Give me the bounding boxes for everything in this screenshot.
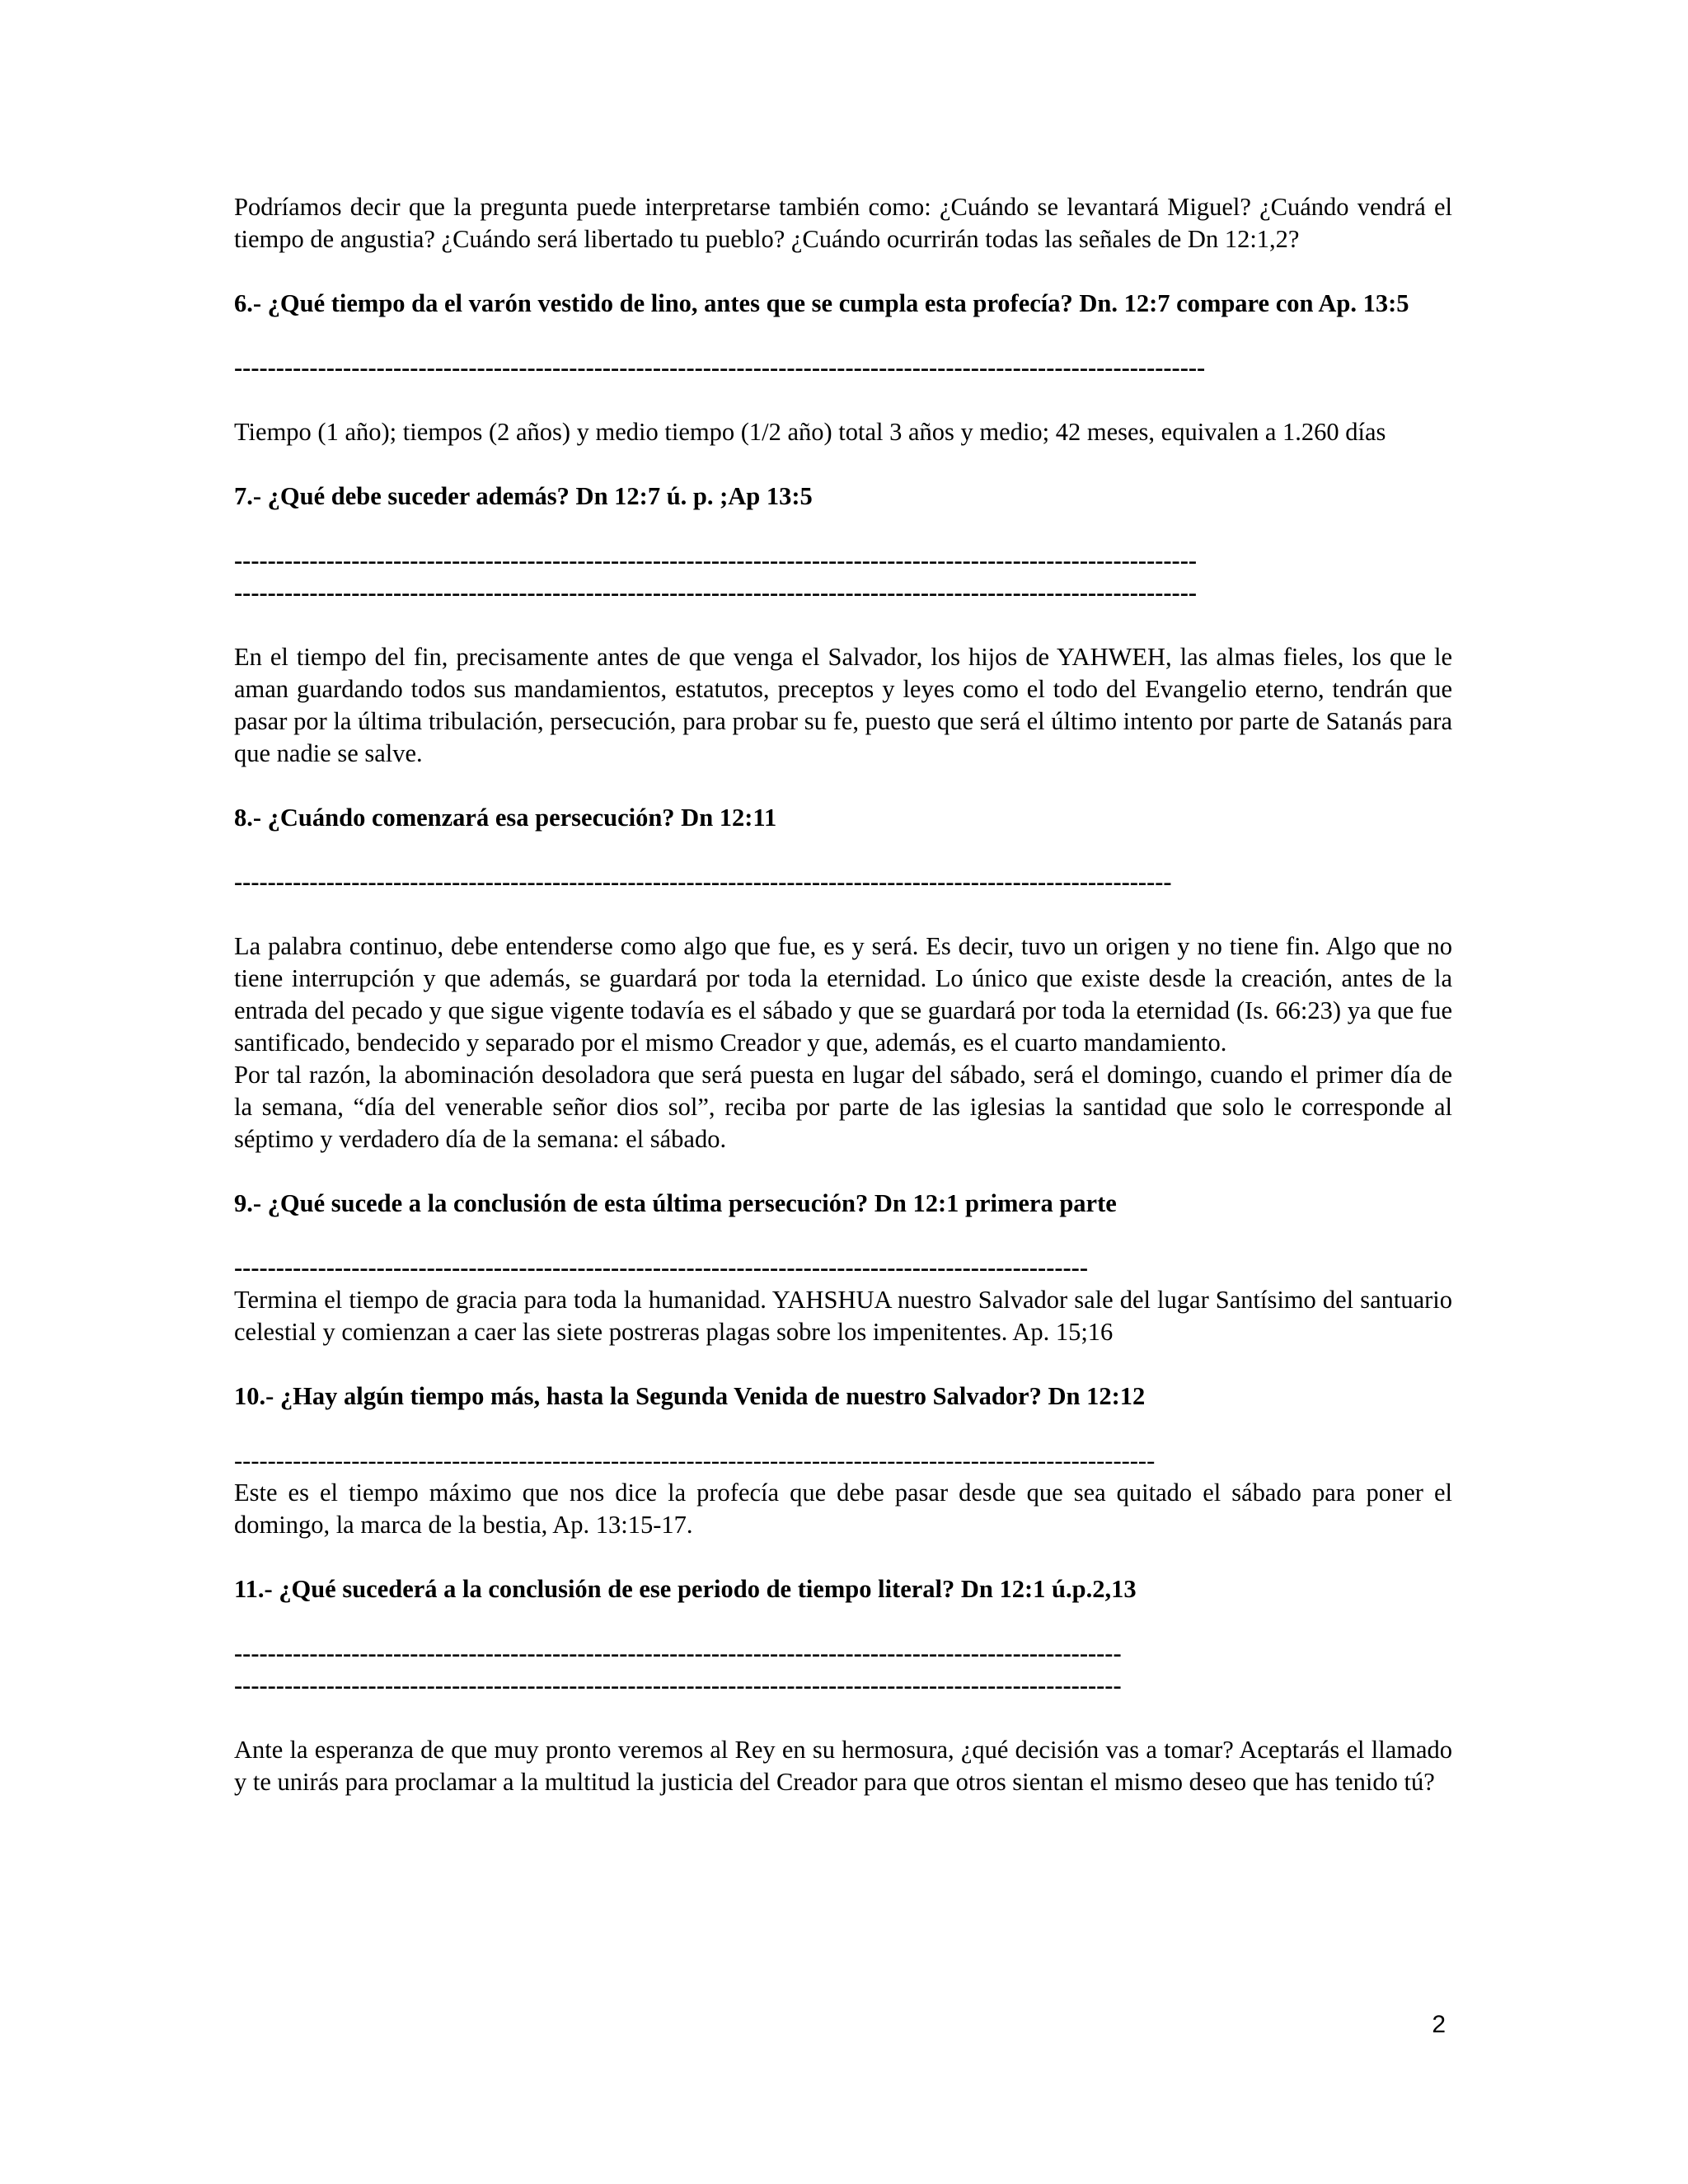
spacer <box>234 834 1452 866</box>
spacer <box>234 1702 1452 1734</box>
question-10: 10.- ¿Hay algún tiempo más, hasta la Segunda Venida de nuestro Salvador? Dn 12:12 <box>234 1382 1146 1410</box>
page-number: 2 <box>1432 2011 1446 2038</box>
question-7: 7.- ¿Qué debe suceder además? Dn 12:7 ú. p. ;Ap 13:5 <box>234 482 813 510</box>
spacer <box>234 448 1452 480</box>
answer-10: Este es el tiempo máximo que nos dice la profecía que debe pasar desde que sea quitado el sábado para poner el domingo, la marca de la bestia, Ap. 13:15-17. <box>234 1479 1452 1539</box>
answer-blank-11b: ---------------------------------------------------------------------------------------------------------- <box>234 1671 1122 1699</box>
answer-blank-8: ---------------------------------------------------------------------------------------------------------------- <box>234 868 1172 896</box>
spacer <box>234 513 1452 545</box>
answer-blank-11a: ---------------------------------------------------------------------------------------------------------- <box>234 1639 1122 1667</box>
spacer <box>234 1220 1452 1252</box>
question-9: 9.- ¿Qué sucede a la conclusión de esta última persecución? Dn 12:1 primera parte <box>234 1189 1117 1217</box>
spacer <box>234 1541 1452 1573</box>
closing-paragraph: Ante la esperanza de que muy pronto veremos al Rey en su hermosura, ¿qué decisión vas a tomar? Aceptarás el llamado y te unirás para proclamar a la multitud la justicia del Creador para que otros sientan el mismo deseo que has tenido tú? <box>234 1736 1452 1796</box>
spacer <box>234 1413 1452 1445</box>
answer-blank-10: -------------------------------------------------------------------------------------------------------------- <box>234 1446 1156 1474</box>
answer-7: En el tiempo del fin, precisamente antes de que venga el Salvador, los hijos de YAHWEH, las almas fieles, los que le aman guardando todos sus mandamientos, estatutos, preceptos y leyes como el todo del Evangelio eterno, tendrán que pasar por la última tribulación, persecución, para probar su fe, puesto que será el último intento por parte de Satanás para que nadie se salve. <box>234 643 1452 767</box>
intro-paragraph: Podríamos decir que la pregunta puede interpretarse también como: ¿Cuándo se levantará Miguel? ¿Cuándo vendrá el tiempo de angustia? ¿Cuándo será libertado tu pueblo? ¿Cuándo ocurrirán todas las señales de Dn 12:1,2? <box>234 193 1452 253</box>
answer-blank-7a: ------------------------------------------------------------------------------------------------------------------- <box>234 546 1198 574</box>
answer-blank-7b: ------------------------------------------------------------------------------------------------------------------- <box>234 579 1198 607</box>
document-page <box>234 191 1452 1798</box>
answer-8-part-2: Por tal razón, la abominación desoladora que será puesta en lugar del sábado, será el domingo, cuando el primer día de la semana, “día del venerable señor dios sol”, reciba por parte de las iglesias la santidad que solo le corresponde al séptimo y verdadero día de la semana: el sábado. <box>234 1061 1452 1153</box>
question-8: 8.- ¿Cuándo comenzará esa persecución? Dn 12:11 <box>234 804 777 832</box>
spacer <box>234 1348 1452 1380</box>
spacer <box>234 609 1452 641</box>
answer-blank-9: ------------------------------------------------------------------------------------------------------ <box>234 1254 1088 1282</box>
spacer <box>234 255 1452 288</box>
answer-8-part-1: La palabra continuo, debe entenderse como algo que fue, es y será. Es decir, tuvo un origen y no tiene fin. Algo que no tiene interrupción y que además, se guardará por toda la eternidad. Lo único que existe desde la creación, antes de la entrada del pecado y que sigue vigente todavía es el sábado y que se guardará por toda la eternidad (Is. 66:23) ya que fue santificado, bendecido y separado por el mismo Creador y que, además, es el cuarto mandamiento. <box>234 932 1452 1057</box>
question-6: 6.- ¿Qué tiempo da el varón vestido de lino, antes que se cumpla esta profecía? Dn. 12:7 compare con Ap. 13:5 <box>234 289 1409 317</box>
answer-9: Termina el tiempo de gracia para toda la humanidad. YAHSHUA nuestro Salvador sale del lugar Santísimo del santuario celestial y comienzan a caer las siete postreras plagas sobre los impenitentes. Ap. 15;16 <box>234 1286 1452 1346</box>
spacer <box>234 320 1452 352</box>
spacer <box>234 770 1452 802</box>
spacer <box>234 1605 1452 1638</box>
answer-blank-6: -------------------------------------------------------------------------------------------------------------------- <box>234 354 1206 382</box>
answer-6: Tiempo (1 año); tiempos (2 años) y medio tiempo (1/2 año) total 3 años y medio; 42 meses, equivalen a 1.260 días <box>234 418 1386 446</box>
spacer <box>234 1155 1452 1188</box>
spacer <box>234 384 1452 416</box>
spacer <box>234 898 1452 930</box>
question-11: 11.- ¿Qué sucederá a la conclusión de ese periodo de tiempo literal? Dn 12:1 ú.p.2,13 <box>234 1575 1137 1603</box>
